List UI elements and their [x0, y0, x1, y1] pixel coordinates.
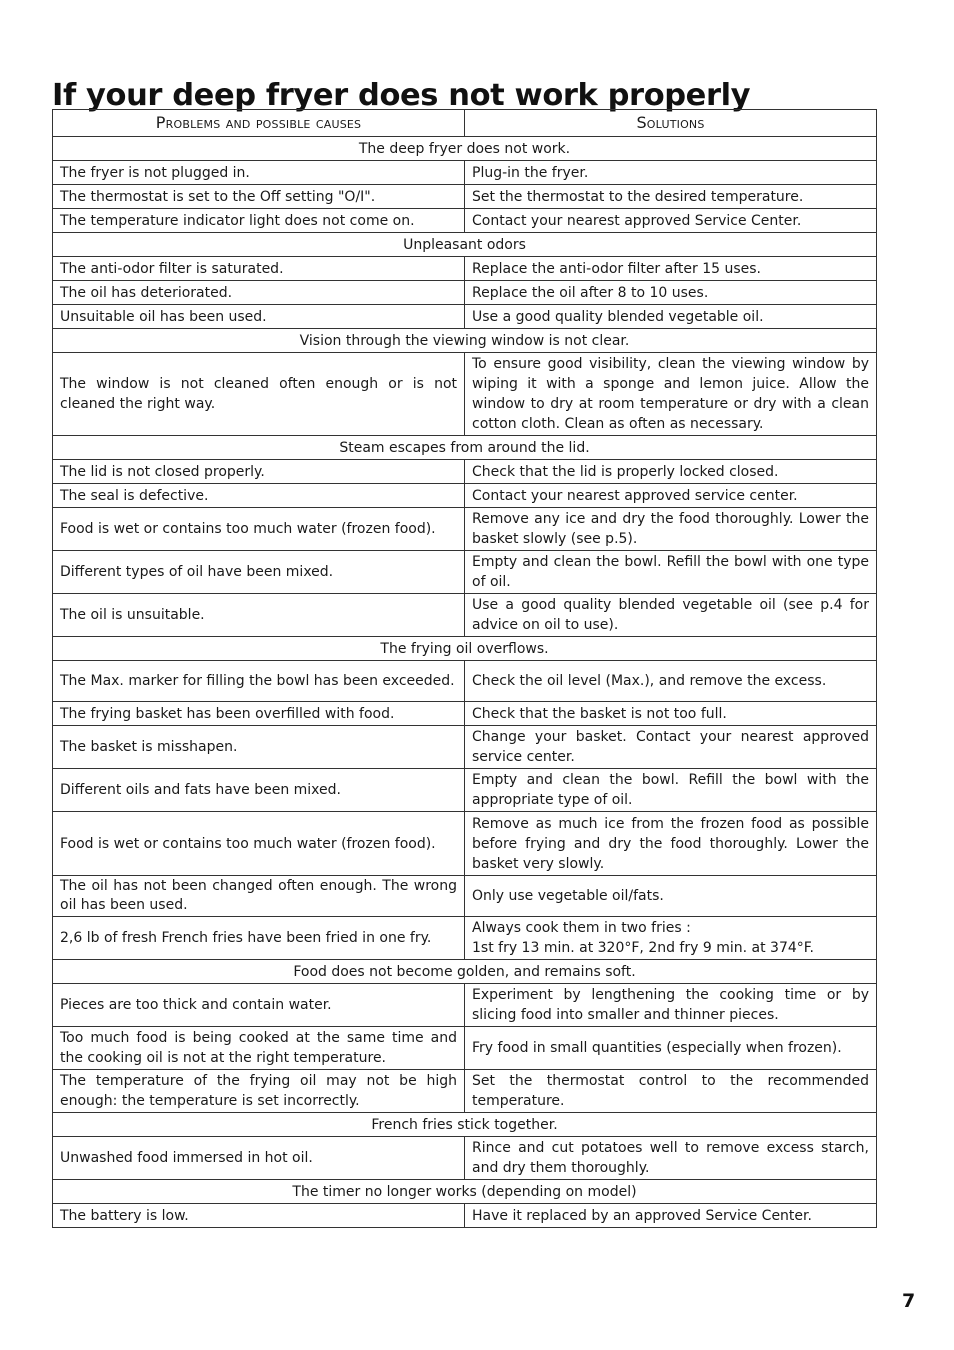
- table-row: [53, 305, 877, 329]
- solution-cell: Use a good quality blended vegetable oil.: [465, 305, 877, 329]
- section-title: Unpleasant odors: [53, 233, 877, 257]
- section-row: [53, 233, 877, 257]
- table-row: [53, 702, 877, 726]
- problem-cell: The oil is unsuitable.: [53, 594, 465, 637]
- table-row: [53, 508, 877, 551]
- problem-cell: The basket is misshapen.: [53, 726, 465, 769]
- problem-cell: 2,6 lb of fresh French fries have been fried in one fry.: [53, 917, 465, 960]
- problem-cell: Different types of oil have been mixed.: [53, 551, 465, 594]
- table-row: [53, 1204, 877, 1228]
- solution-cell: Have it replaced by an approved Service Center.: [465, 1204, 877, 1228]
- problem-cell: The frying basket has been overfilled with food.: [53, 702, 465, 726]
- solution-line: Always cook them in two fries :: [472, 920, 691, 936]
- problem-cell: The thermostat is set to the Off setting "O/I".: [53, 185, 465, 209]
- solution-cell: Only use vegetable oil/fats.: [465, 876, 877, 917]
- table-row: [53, 726, 877, 769]
- problem-cell: The fryer is not plugged in.: [53, 161, 465, 185]
- problem-cell: The seal is defective.: [53, 484, 465, 508]
- solution-cell: Contact your nearest approved service center.: [465, 484, 877, 508]
- troubleshooting-table: [52, 109, 877, 1228]
- section-title: The frying oil overflows.: [53, 637, 877, 661]
- table-row: [53, 984, 877, 1027]
- problem-cell: Unsuitable oil has been used.: [53, 305, 465, 329]
- problem-cell: Food is wet or contains too much water (frozen food).: [53, 508, 465, 551]
- table-row: [53, 209, 877, 233]
- problem-cell: Food is wet or contains too much water (frozen food).: [53, 812, 465, 876]
- problem-cell: Pieces are too thick and contain water.: [53, 984, 465, 1027]
- problem-cell: The battery is low.: [53, 1204, 465, 1228]
- solution-cell: Change your basket. Contact your nearest approved service center.: [465, 726, 877, 769]
- solution-cell: Rince and cut potatoes well to remove excess starch, and dry them thoroughly.: [465, 1137, 877, 1180]
- header-solutions: Solutions: [465, 110, 877, 137]
- table-row: [53, 257, 877, 281]
- section-title: Steam escapes from around the lid.: [53, 436, 877, 460]
- table-row: [53, 185, 877, 209]
- table-row: [53, 1027, 877, 1070]
- solution-cell: Contact your nearest approved Service Center.: [465, 209, 877, 233]
- section-title: Food does not become golden, and remains soft.: [53, 960, 877, 984]
- table-row: [53, 661, 877, 702]
- solution-cell: Empty and clean the bowl. Refill the bowl with the appropriate type of oil.: [465, 769, 877, 812]
- section-row: [53, 960, 877, 984]
- solution-cell: Remove any ice and dry the food thoroughly. Lower the basket slowly (see p.5).: [465, 508, 877, 551]
- section-row: [53, 1180, 877, 1204]
- table-row: [53, 281, 877, 305]
- section-title: French fries stick together.: [53, 1113, 877, 1137]
- solution-cell: Set the thermostat control to the recommended temperature.: [465, 1070, 877, 1113]
- section-title: Vision through the viewing window is not clear.: [53, 329, 877, 353]
- solution-cell: Experiment by lengthening the cooking time or by slicing food into smaller and thinner pieces.: [465, 984, 877, 1027]
- problem-cell: Too much food is being cooked at the same time and the cooking oil is not at the right temperature.: [53, 1027, 465, 1070]
- section-row: [53, 1113, 877, 1137]
- table-row: [53, 161, 877, 185]
- table-row: [53, 876, 877, 917]
- page-title: If your deep fryer does not work properly: [52, 78, 751, 114]
- table-row: [53, 1070, 877, 1113]
- problem-cell: The anti-odor filter is saturated.: [53, 257, 465, 281]
- table-row: [53, 484, 877, 508]
- section-row: [53, 329, 877, 353]
- table-row: [53, 460, 877, 484]
- problem-cell: Unwashed food immersed in hot oil.: [53, 1137, 465, 1180]
- problem-cell: The temperature indicator light does not come on.: [53, 209, 465, 233]
- solution-cell: Fry food in small quantities (especially when frozen).: [465, 1027, 877, 1070]
- table-row: [53, 353, 877, 436]
- section-row: [53, 436, 877, 460]
- problem-cell: The oil has not been changed often enough. The wrong oil has been used.: [53, 876, 465, 917]
- solution-cell: Remove as much ice from the frozen food as possible before frying and dry the food thoroughly. Lower the basket very slowly.: [465, 812, 877, 876]
- solution-cell: Replace the anti-odor filter after 15 uses.: [465, 257, 877, 281]
- section-title: The timer no longer works (depending on model): [53, 1180, 877, 1204]
- page-number: 7: [902, 1290, 916, 1312]
- solution-line: 1st fry 13 min. at 320°F, 2nd fry 9 min. at 374°F.: [472, 940, 815, 956]
- problem-cell: Different oils and fats have been mixed.: [53, 769, 465, 812]
- section-row: [53, 637, 877, 661]
- section-title: The deep fryer does not work.: [53, 137, 877, 161]
- solution-cell: [465, 917, 877, 960]
- table-row: [53, 812, 877, 876]
- solution-cell: Plug-in the fryer.: [465, 161, 877, 185]
- problem-cell: The oil has deteriorated.: [53, 281, 465, 305]
- problem-cell: The Max. marker for filling the bowl has been exceeded.: [53, 661, 465, 702]
- table-row: [53, 917, 877, 960]
- section-row: [53, 137, 877, 161]
- header-problems: Problems and possible causes: [53, 110, 465, 137]
- problem-cell: The window is not cleaned often enough or is not cleaned the right way.: [53, 353, 465, 436]
- problem-cell: The lid is not closed properly.: [53, 460, 465, 484]
- solution-cell: Check that the lid is properly locked closed.: [465, 460, 877, 484]
- solution-cell: Set the thermostat to the desired temperature.: [465, 185, 877, 209]
- solution-cell: Use a good quality blended vegetable oil (see p.4 for advice on oil to use).: [465, 594, 877, 637]
- problem-cell: The temperature of the frying oil may not be high enough: the temperature is set incorrectly.: [53, 1070, 465, 1113]
- solution-cell: Replace the oil after 8 to 10 uses.: [465, 281, 877, 305]
- table-row: [53, 594, 877, 637]
- table-header-row: [53, 110, 877, 137]
- solution-cell: Empty and clean the bowl. Refill the bowl with one type of oil.: [465, 551, 877, 594]
- solution-cell: Check that the basket is not too full.: [465, 702, 877, 726]
- table-row: [53, 769, 877, 812]
- solution-cell: Check the oil level (Max.), and remove the excess.: [465, 661, 877, 702]
- solution-cell: To ensure good visibility, clean the viewing window by wiping it with a sponge and lemon juice. Allow the window to dry at room temperature or dry with a clean cotton cloth. Clean as often as necessary.: [465, 353, 877, 436]
- table-row: [53, 551, 877, 594]
- table-row: [53, 1137, 877, 1180]
